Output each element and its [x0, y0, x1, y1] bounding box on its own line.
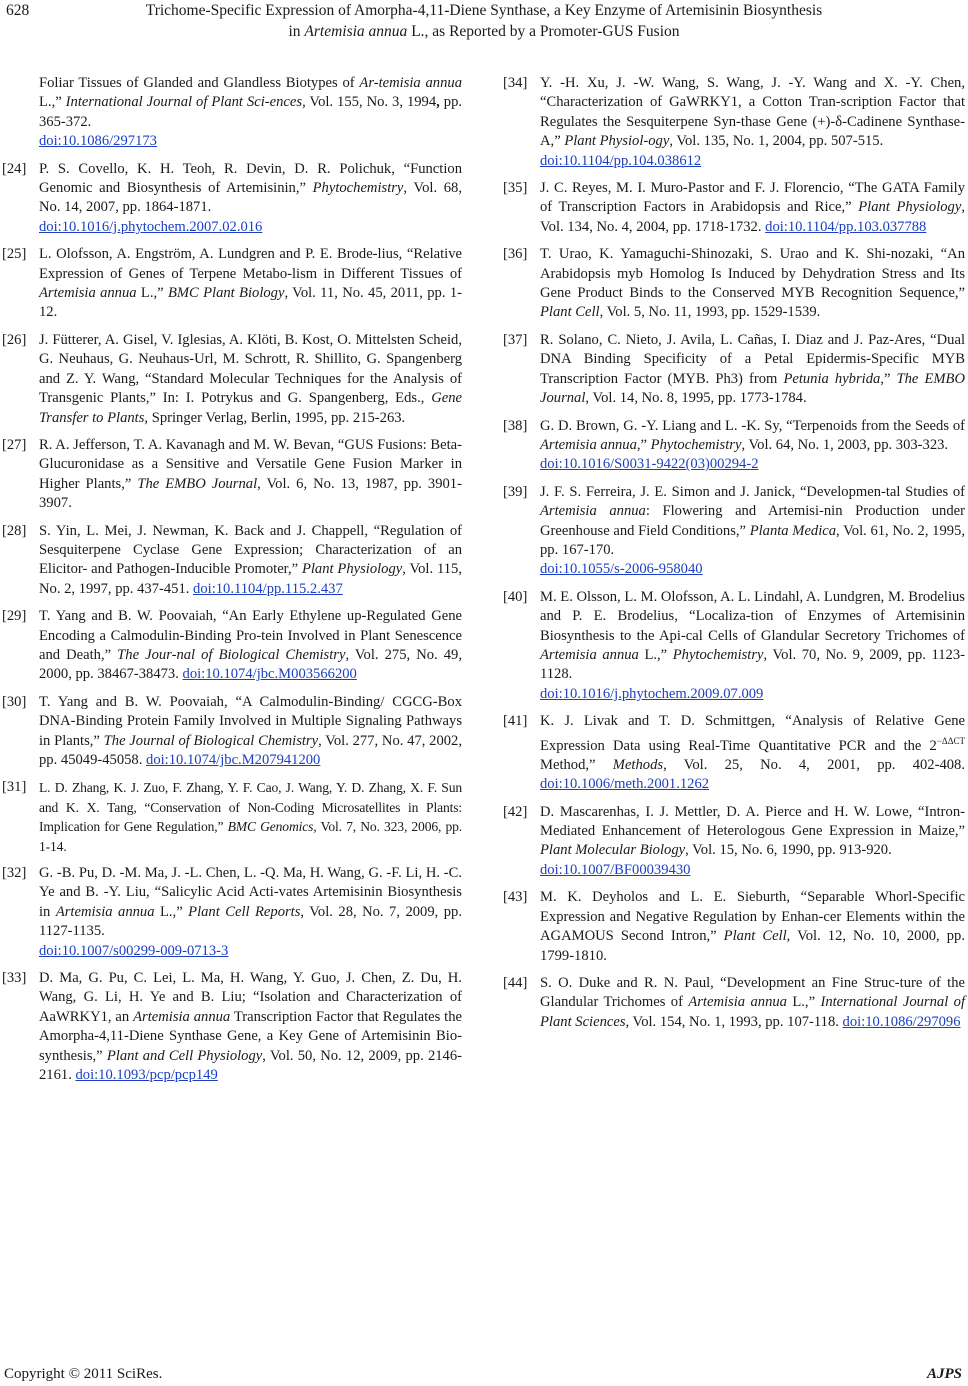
page-header	[0, 0, 968, 42]
reference-42	[503, 803, 965, 881]
running-title-line2: in Artemisia annua L., as Reported by a Promoter-GUS Fusion	[288, 23, 680, 40]
reference-26	[2, 331, 462, 428]
reference-number: [31]	[2, 779, 27, 796]
doi-link[interactable]: doi:10.1104/pp.104.038612	[540, 152, 702, 169]
reference-36	[503, 245, 965, 323]
doi-link[interactable]: doi:10.1104/pp.115.2.437	[193, 580, 343, 597]
reference-24	[2, 160, 462, 238]
reference-text: G. D. Brown, G. -Y. Liang and L. -K. Sy, “Terpenoids from the Seeds of Artemisia annua,” Phytochemistry, Vol. 64, No. 1, 2003, pp. 303-323. doi:10.1016/S0031-9422(03)00294-2	[540, 417, 965, 475]
reference-text: S. Yin, L. Mei, J. Newman, K. Back and J. Chappell, “Regulation of Sesquiterpene Cyclase Gene Expression; Characterization of an Elicitor- and Pathogen-Inducible Promoter,” Plant Physiology, Vol. 115, No. 2, 1997, pp. 437-451. doi:10.1104/pp.115.2.437	[39, 522, 462, 597]
reference-continuation: Foliar Tissues of Glanded and Glandless Biotypes of Ar-temisia annua L.,” International Journal of Plant Sci-ences, Vol. 155, No. 3, 1994, pp. 365-372. doi:10.1086/297173	[2, 74, 462, 152]
reference-number: [24]	[2, 160, 27, 177]
reference-number: [39]	[503, 483, 528, 500]
reference-44	[503, 974, 965, 1032]
reference-35	[503, 179, 965, 237]
reference-31	[2, 778, 462, 856]
reference-41	[503, 712, 965, 794]
reference-text: S. O. Duke and R. N. Paul, “Development an Fine Struc-ture of the Glandular Trichomes of Artemisia annua L.,” International Journal of Plant Sciences, Vol. 154, No. 1, 1993, pp. 107-118. doi:10.1086/297096	[540, 974, 966, 1030]
doi-link[interactable]: doi:10.1016/S0031-9422(03)00294-2	[540, 456, 759, 473]
reference-number: [41]	[503, 713, 528, 730]
reference-number: [29]	[2, 608, 27, 625]
reference-text: K. J. Livak and T. D. Schmittgen, “Analysis of Relative Gene Expression Data using Real-Time Quantitative PCR and the $2^{-\Delta\Delta CT}$ Method,” Methods, Vol. 25, No. 4, 2001, pp. 402-408. doi:10.1006/meth.2001.1262	[540, 713, 965, 793]
reference-28	[2, 522, 462, 600]
reference-text: D. Mascarenhas, I. J. Mettler, D. A. Pierce and H. W. Lowe, “Intron-Mediated Enhancement of Heterologous Gene Expression in Maize,” Plant Molecular Biology, Vol. 15, No. 6, 1990, pp. 913-920. doi:10.1007/BF00039430	[540, 803, 965, 881]
reference-number: [42]	[503, 803, 528, 820]
reference-text: J. Fütterer, A. Gisel, V. Iglesias, A. Klöti, B. Kost, O. Mittelsten Scheid, G. Neuhaus, G. Neuhaus-Url, M. Schrott, R. Shillito, G. Spangenberg and Z. Y. Wang, “Standard Molecular Techniques for the Analysis of Transgenic Plants,” In: I. Potrykus and G. Spangenberg, Eds., Gene Transfer to Plants, Springer Verlag, Berlin, 1995, pp. 215-263.	[39, 331, 462, 426]
doi-link[interactable]: doi:10.1086/297173	[39, 133, 157, 150]
doi-link[interactable]: doi:10.1016/j.phytochem.2007.02.016	[39, 218, 263, 235]
running-title-line1: Trichome-Specific Expression of Amorpha-4,11-Diene Synthase, a Key Enzyme of Artemisinin Biosynthesis	[145, 2, 823, 19]
reference-number: [34]	[503, 75, 528, 91]
reference-number: [36]	[503, 246, 528, 263]
reference-text: R. A. Jefferson, T. A. Kavanagh and M. W. Bevan, “GUS Fusions: Beta-Glucuronidase as a Sensitive and Versatile Gene Fusion Marker in Higher Plants,” The EMBO Journal, Vol. 6, No. 13, 1987, pp. 3901-3907.	[39, 436, 462, 512]
reference-text: L. D. Zhang, K. J. Zuo, F. Zhang, Y. F. Cao, J. Wang, Y. D. Zhang, X. F. Sun and K. X. Tang, “Conservation of Non-Coding Microsatellites in Plants: Implication for Gene Regulation,” BMC Genomics, Vol. 7, No. 323, 2006, pp. 1-14.	[39, 780, 462, 854]
species-name: Artemisia annua	[304, 23, 408, 40]
reference-text: J. C. Reyes, M. I. Muro-Pastor and F. J. Florencio, “The GATA Family of Transcription Factors in Arabidopsis and Rice,” Plant Physiology, Vol. 134, No. 4, 2004, pp. 1718-1732. doi:10.1104/pp.103.037788	[540, 180, 965, 235]
reference-text: J. F. S. Ferreira, J. E. Simon and J. Janick, “Developmen-tal Studies of Artemisia annua: Flowering and Artemisi-nin Production under Greenhouse and Field Conditions,” Planta Medica, Vol. 61, No. 2, 1995, pp. 167-170. doi:10.1055/s-2006-958040	[540, 483, 965, 580]
reference-32	[2, 864, 462, 961]
doi-link[interactable]: doi:10.1074/jbc.M003566200	[182, 666, 357, 683]
reference-number: [37]	[503, 331, 528, 348]
reference-number: [26]	[2, 331, 27, 348]
reference-number: [27]	[2, 436, 27, 453]
reference-39	[503, 483, 965, 580]
reference-37	[503, 331, 965, 409]
doi-link[interactable]: doi:10.1016/j.phytochem.2009.07.009	[540, 685, 764, 702]
reference-29	[2, 607, 462, 685]
reference-text: T. Yang and B. W. Poovaiah, “A Calmodulin-Binding/ CGCG-Box DNA-Binding Protein Family Involved in Multiple Signaling Pathways in Plants,” The Journal of Biological Chemistry, Vol. 277, No. 47, 2002, pp. 45049-45058. doi:10.1074/jbc.M207941200	[39, 693, 462, 768]
reference-number: [33]	[2, 970, 27, 987]
doi-link[interactable]: doi:10.1007/BF00039430	[540, 861, 691, 878]
reference-text: L. Olofsson, A. Engström, A. Lundgren and P. E. Brode-lius, “Relative Expression of Genes of Terpene Metabo-lism in Different Tissues of Artemisia annua L.,” BMC Plant Biology, Vol. 11, No. 45, 2011, pp. 1-12.	[39, 246, 462, 321]
reference-text: Y. -H. Xu, J. -W. Wang, S. Wang, J. -Y. Wang and X. -Y. Chen, “Characterization of GaWRKY1, a Cotton Tran-scription Factor that Regulates the Sesquiterpene Syn-thase Gene (+)-δ-Cadinene Synthase-A,” Plant Physiol-ogy, Vol. 135, No. 1, 2004, pp. 507-515. doi:10.1104/pp.104.038612	[540, 74, 965, 171]
reference-number: [32]	[2, 865, 27, 882]
reference-number: [25]	[2, 246, 27, 263]
doi-link[interactable]: doi:10.1074/jbc.M207941200	[146, 752, 321, 768]
reference-number: [40]	[503, 588, 528, 605]
doi-link[interactable]: doi:10.1104/pp.103.037788	[765, 218, 927, 235]
reference-text: M. E. Olsson, L. M. Olofsson, A. L. Lindahl, A. Lundgren, M. Brodelius and P. E. Brodelius, “Localiza-tion of Enzymes of Artemisinin Biosynthesis to the Api-cal Cells of Glandular Secretory Trichomes of Artemisia annua L.,” Phytochemistry, Vol. 70, No. 9, 2009, pp. 1123-1128. doi:10.1016/j.phytochem.2009.07.009	[540, 588, 965, 704]
journal-abbreviation: AJPS	[926, 1366, 962, 1382]
right-column	[503, 74, 965, 1040]
reference-number: [44]	[503, 974, 528, 991]
doi-link[interactable]: doi:10.1007/s00299-009-0713-3	[39, 942, 229, 959]
reference-40	[503, 588, 965, 704]
reference-number: [30]	[2, 693, 27, 710]
reference-number: [28]	[2, 522, 27, 539]
reference-text: T. Urao, K. Yamaguchi-Shinozaki, S. Urao and K. Shi-nozaki, “An Arabidopsis myb Homolog Is Induced by Dehydration Stress and Its Gene Product Binds to the Conserved MYB Recognition Sequence,” Plant Cell, Vol. 5, No. 11, 1993, pp. 1529-1539.	[540, 246, 965, 321]
reference-text: D. Ma, G. Pu, C. Lei, L. Ma, H. Wang, Y. Guo, J. Chen, Z. Du, H. Wang, G. Li, H. Ye and B. Liu; “Isolation and Characterization of AaWRKY1, an Artemisia annua Transcription Factor that Regulates the Amorpha-4,11-Diene Synthase Gene, a Key Gene of Artemisinin Bio-synthesis,” Plant and Cell Physiology, Vol. 50, No. 12, 2009, pp. 2146-2161. doi:10.1093/pcp/pcp149	[39, 970, 462, 1084]
reference-text: P. S. Covello, K. H. Teoh, R. Devin, D. R. Polichuk, “Function Genomic and Biosynthesis of Artemisinin,” Phytochemistry, Vol. 68, No. 14, 2007, pp. 1864-1871. doi:10.1016/j.phytochem.2007.02.016	[39, 160, 462, 238]
page-number: 628	[6, 2, 30, 19]
reference-27	[2, 436, 462, 514]
doi-link[interactable]: doi:10.1086/297096	[842, 1013, 961, 1030]
left-column	[2, 74, 462, 1094]
reference-33	[2, 969, 462, 1085]
reference-text: M. K. Deyholos and L. E. Sieburth, “Separable Whorl-Specific Expression and Negative Regulation by Enhan-cer Elements within the AGAMOUS Second Intron,” Plant Cell, Vol. 12, No. 10, 2000, pp. 1799-1810.	[540, 889, 965, 964]
reference-43	[503, 888, 965, 966]
reference-25	[2, 245, 462, 323]
reference-number: [43]	[503, 889, 528, 906]
reference-text: T. Yang and B. W. Poovaiah, “An Early Ethylene up-Regulated Gene Encoding a Calmodulin-Binding Pro-tein Involved in Plant Senescence and Death,” The Jour-nal of Biological Chemistry, Vol. 275, No. 49, 2000, pp. 38467-38473. doi:10.1074/jbc.M003566200	[39, 608, 463, 683]
reference-30	[2, 693, 462, 771]
reference-text: R. Solano, C. Nieto, J. Avila, L. Cañas, I. Diaz and J. Paz-Ares, “Dual DNA Binding Specificity of a Petal Epidermis-Specific MYB Transcription Factor (MYB. Ph3) from Petunia hybrida,” The EMBO Journal, Vol. 14, No. 8, 1995, pp. 1773-1784.	[540, 331, 965, 407]
reference-38	[503, 417, 965, 475]
doi-link[interactable]: doi:10.1055/s-2006-958040	[540, 561, 703, 578]
doi-link[interactable]: doi:10.1006/meth.2001.1262	[540, 776, 710, 793]
reference-text: G. -B. Pu, D. -M. Ma, J. -L. Chen, L. -Q. Ma, H. Wang, G. -F. Li, H. -C. Ye and B. -Y. Liu, “Salicylic Acid Acti-vates Artemisinin Biosynthesis in Artemisia annua L.,” Plant Cell Reports, Vol. 28, No. 7, 2009, pp. 1127-1135. doi:10.1007/s00299-009-0713-3	[39, 864, 462, 961]
copyright-notice: Copyright © 2011 SciRes.	[4, 1366, 163, 1382]
reference-34	[503, 74, 965, 171]
doi-link[interactable]: doi:10.1093/pcp/pcp149	[75, 1067, 218, 1084]
reference-number: [35]	[503, 180, 528, 197]
reference-number: [38]	[503, 417, 528, 434]
